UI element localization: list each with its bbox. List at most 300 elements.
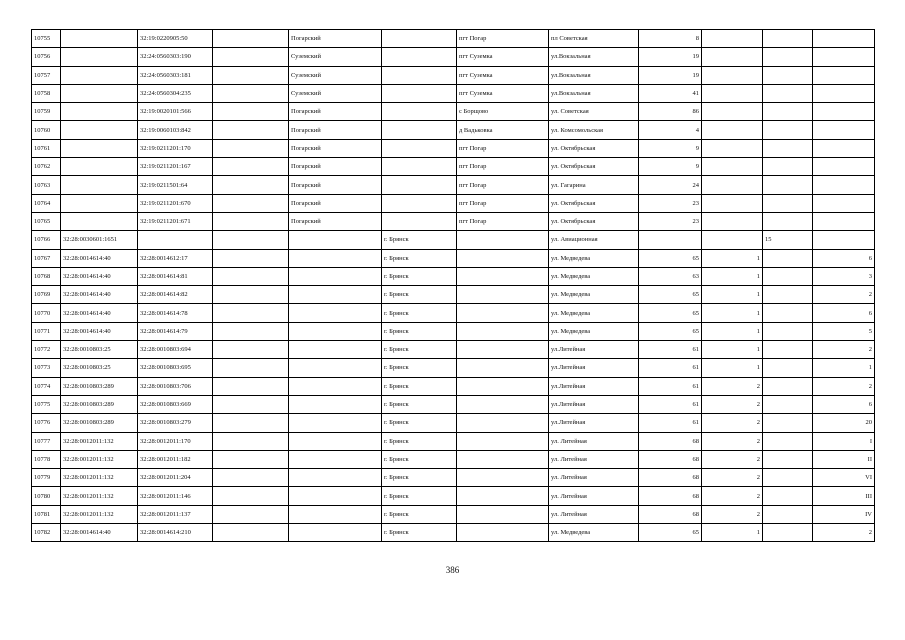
cell-parent-cadastral-number: 32:28:0010803:289	[61, 414, 138, 432]
cell-apartment-number: 5	[813, 322, 875, 340]
cell-building-number: 2	[702, 505, 763, 523]
cell-house-number: 63	[639, 267, 702, 285]
cell-plot-number	[763, 249, 813, 267]
cell-house-number: 65	[639, 524, 702, 542]
cell-house-number: 24	[639, 176, 702, 194]
cell-settlement	[457, 231, 549, 249]
cell-cadastral-number: 32:28:0014614:210	[138, 524, 213, 542]
cell-apartment-number	[813, 176, 875, 194]
cell-settlement: пгт Погар	[457, 158, 549, 176]
cell-row-number: 10768	[32, 267, 61, 285]
cell-parent-cadastral-number	[61, 48, 138, 66]
cell-blank-cell	[213, 359, 289, 377]
cell-cadastral-number: 32:19:0220905:50	[138, 30, 213, 48]
cell-district	[289, 505, 382, 523]
cell-city: г. Брянск	[382, 341, 457, 359]
table-row	[32, 84, 875, 102]
cell-plot-number	[763, 286, 813, 304]
cell-city: г. Брянск	[382, 487, 457, 505]
cell-plot-number: 15	[763, 231, 813, 249]
cell-house-number: 86	[639, 103, 702, 121]
cell-plot-number	[763, 103, 813, 121]
cell-parent-cadastral-number: 32:28:0010803:289	[61, 395, 138, 413]
cell-street: ул. Литейная	[549, 450, 639, 468]
cell-parent-cadastral-number	[61, 84, 138, 102]
cell-settlement: пгт Погар	[457, 194, 549, 212]
cell-apartment-number	[813, 30, 875, 48]
cell-house-number: 9	[639, 158, 702, 176]
cell-district: Погарский	[289, 103, 382, 121]
cell-blank-cell	[213, 304, 289, 322]
cell-house-number: 65	[639, 249, 702, 267]
cell-district	[289, 414, 382, 432]
cell-blank-cell	[213, 322, 289, 340]
cell-blank-cell	[213, 176, 289, 194]
cell-building-number	[702, 48, 763, 66]
cell-apartment-number: 1	[813, 359, 875, 377]
cell-parent-cadastral-number: 32:28:0012011:132	[61, 432, 138, 450]
cell-building-number: 1	[702, 341, 763, 359]
cell-city	[382, 121, 457, 139]
cell-district	[289, 469, 382, 487]
cell-row-number: 10778	[32, 450, 61, 468]
cell-parent-cadastral-number: 32:28:0014614:40	[61, 524, 138, 542]
cell-city: г. Брянск	[382, 359, 457, 377]
cell-apartment-number	[813, 84, 875, 102]
cell-building-number	[702, 194, 763, 212]
cell-apartment-number: III	[813, 487, 875, 505]
cell-plot-number	[763, 30, 813, 48]
cell-district	[289, 267, 382, 285]
cell-parent-cadastral-number: 32:28:0010803:289	[61, 377, 138, 395]
cell-cadastral-number: 32:28:0010803:695	[138, 359, 213, 377]
cell-apartment-number: IV	[813, 505, 875, 523]
cell-cadastral-number: 32:19:0211201:670	[138, 194, 213, 212]
cell-blank-cell	[213, 139, 289, 157]
cell-district	[289, 377, 382, 395]
cell-settlement: пгт Погар	[457, 30, 549, 48]
cell-blank-cell	[213, 231, 289, 249]
cell-settlement	[457, 359, 549, 377]
cell-cadastral-number: 32:19:0211201:167	[138, 158, 213, 176]
cell-city	[382, 48, 457, 66]
cell-plot-number	[763, 158, 813, 176]
table-row	[32, 212, 875, 230]
cell-district: Погарский	[289, 176, 382, 194]
cell-apartment-number: 20	[813, 414, 875, 432]
table-row	[32, 158, 875, 176]
cell-building-number: 1	[702, 359, 763, 377]
table-row	[32, 194, 875, 212]
cell-cadastral-number: 32:28:0012011:170	[138, 432, 213, 450]
cell-cadastral-number: 32:28:0012011:182	[138, 450, 213, 468]
cell-blank-cell	[213, 30, 289, 48]
cell-parent-cadastral-number	[61, 212, 138, 230]
cell-row-number: 10756	[32, 48, 61, 66]
cell-apartment-number: 3	[813, 267, 875, 285]
cell-blank-cell	[213, 48, 289, 66]
cell-settlement	[457, 487, 549, 505]
cell-cadastral-number: 32:28:0014614:81	[138, 267, 213, 285]
cell-plot-number	[763, 450, 813, 468]
cell-district: Суземский	[289, 66, 382, 84]
table-row	[32, 322, 875, 340]
cell-settlement: пгт Суземка	[457, 48, 549, 66]
cell-cadastral-number: 32:19:0020101:566	[138, 103, 213, 121]
cell-cadastral-number: 32:19:0211201:170	[138, 139, 213, 157]
cell-apartment-number	[813, 48, 875, 66]
cell-district	[289, 249, 382, 267]
cell-settlement: с Борщово	[457, 103, 549, 121]
cell-blank-cell	[213, 194, 289, 212]
cell-parent-cadastral-number: 32:28:0010803:25	[61, 359, 138, 377]
cell-house-number: 68	[639, 432, 702, 450]
cell-building-number: 2	[702, 450, 763, 468]
cell-district	[289, 487, 382, 505]
cell-blank-cell	[213, 341, 289, 359]
cell-house-number: 61	[639, 414, 702, 432]
cell-street: ул. Медведева	[549, 267, 639, 285]
cell-building-number: 2	[702, 377, 763, 395]
table-row	[32, 450, 875, 468]
cell-apartment-number: VI	[813, 469, 875, 487]
table-row	[32, 304, 875, 322]
cell-district: Погарский	[289, 194, 382, 212]
cell-building-number: 2	[702, 414, 763, 432]
cell-apartment-number	[813, 231, 875, 249]
cell-blank-cell	[213, 121, 289, 139]
table-row	[32, 48, 875, 66]
cell-city	[382, 66, 457, 84]
cell-building-number: 1	[702, 286, 763, 304]
cell-settlement: пгт Погар	[457, 176, 549, 194]
cell-row-number: 10781	[32, 505, 61, 523]
cell-parent-cadastral-number	[61, 66, 138, 84]
cell-plot-number	[763, 414, 813, 432]
cell-district: Погарский	[289, 139, 382, 157]
cell-apartment-number	[813, 212, 875, 230]
cell-settlement	[457, 505, 549, 523]
cell-street: ул. Медведева	[549, 249, 639, 267]
cell-plot-number	[763, 395, 813, 413]
cell-house-number: 19	[639, 48, 702, 66]
cell-row-number: 10771	[32, 322, 61, 340]
cell-parent-cadastral-number: 32:28:0014614:40	[61, 267, 138, 285]
cell-settlement	[457, 524, 549, 542]
cell-street: ул.Литейная	[549, 395, 639, 413]
cell-district	[289, 231, 382, 249]
cell-plot-number	[763, 84, 813, 102]
cell-plot-number	[763, 176, 813, 194]
cell-house-number: 23	[639, 194, 702, 212]
cell-house-number: 4	[639, 121, 702, 139]
cell-blank-cell	[213, 524, 289, 542]
cell-settlement	[457, 322, 549, 340]
cell-blank-cell	[213, 66, 289, 84]
cell-city: г. Брянск	[382, 524, 457, 542]
cell-house-number: 19	[639, 66, 702, 84]
cell-street: ул. Гагарина	[549, 176, 639, 194]
cell-district	[289, 286, 382, 304]
cell-building-number	[702, 139, 763, 157]
cell-row-number: 10775	[32, 395, 61, 413]
cell-cadastral-number: 32:28:0012011:137	[138, 505, 213, 523]
cell-apartment-number: 6	[813, 304, 875, 322]
page-number: 386	[445, 565, 460, 575]
cell-blank-cell	[213, 469, 289, 487]
cell-row-number: 10774	[32, 377, 61, 395]
cell-city	[382, 84, 457, 102]
table-row	[32, 121, 875, 139]
cell-district	[289, 322, 382, 340]
cell-row-number: 10760	[32, 121, 61, 139]
cell-blank-cell	[213, 103, 289, 121]
cell-apartment-number	[813, 66, 875, 84]
cell-city	[382, 30, 457, 48]
cell-city: г. Брянск	[382, 414, 457, 432]
cell-parent-cadastral-number	[61, 139, 138, 157]
cell-apartment-number: 6	[813, 395, 875, 413]
cell-building-number: 2	[702, 487, 763, 505]
cell-parent-cadastral-number	[61, 176, 138, 194]
cell-settlement: пгт Суземка	[457, 66, 549, 84]
cell-settlement	[457, 286, 549, 304]
table-row	[32, 30, 875, 48]
cell-building-number	[702, 121, 763, 139]
cell-parent-cadastral-number	[61, 30, 138, 48]
cell-parent-cadastral-number: 32:28:0014614:40	[61, 286, 138, 304]
table-row	[32, 414, 875, 432]
cell-district: Суземский	[289, 48, 382, 66]
cell-street: ул. Октябрьская	[549, 158, 639, 176]
cell-building-number	[702, 176, 763, 194]
cell-blank-cell	[213, 487, 289, 505]
cell-plot-number	[763, 304, 813, 322]
cell-parent-cadastral-number: 32:28:0014614:40	[61, 249, 138, 267]
table-row	[32, 139, 875, 157]
cell-apartment-number: 2	[813, 341, 875, 359]
cell-plot-number	[763, 377, 813, 395]
cell-building-number	[702, 158, 763, 176]
table-row	[32, 66, 875, 84]
cell-apartment-number	[813, 121, 875, 139]
cell-row-number: 10769	[32, 286, 61, 304]
cell-cadastral-number: 32:28:0010803:706	[138, 377, 213, 395]
table-row	[32, 341, 875, 359]
cell-street: ул.Вокзальная	[549, 48, 639, 66]
cell-parent-cadastral-number: 32:28:0012011:132	[61, 469, 138, 487]
cell-apartment-number: 2	[813, 524, 875, 542]
cell-cadastral-number: 32:28:0010803:694	[138, 341, 213, 359]
cell-settlement	[457, 341, 549, 359]
cell-row-number: 10782	[32, 524, 61, 542]
cell-cadastral-number: 32:24:0560303:181	[138, 66, 213, 84]
cell-blank-cell	[213, 377, 289, 395]
cell-settlement	[457, 450, 549, 468]
cell-city: г. Брянск	[382, 505, 457, 523]
cell-city: г. Брянск	[382, 231, 457, 249]
cell-row-number: 10765	[32, 212, 61, 230]
cell-street: ул. Октябрьская	[549, 139, 639, 157]
cell-city	[382, 139, 457, 157]
cell-parent-cadastral-number: 32:28:0014614:40	[61, 304, 138, 322]
cell-house-number: 41	[639, 84, 702, 102]
cell-row-number: 10758	[32, 84, 61, 102]
cell-apartment-number	[813, 194, 875, 212]
cell-blank-cell	[213, 414, 289, 432]
cell-house-number: 68	[639, 487, 702, 505]
cell-district	[289, 359, 382, 377]
cell-cadastral-number: 32:28:0012011:146	[138, 487, 213, 505]
cell-row-number: 10767	[32, 249, 61, 267]
cell-settlement	[457, 267, 549, 285]
cell-street: ул. Литейная	[549, 487, 639, 505]
table-row	[32, 469, 875, 487]
table-row	[32, 249, 875, 267]
cell-plot-number	[763, 322, 813, 340]
table-row	[32, 432, 875, 450]
cell-building-number: 1	[702, 524, 763, 542]
cell-settlement	[457, 469, 549, 487]
table-row	[32, 286, 875, 304]
cell-building-number	[702, 103, 763, 121]
cell-row-number: 10763	[32, 176, 61, 194]
cell-building-number	[702, 212, 763, 230]
table-row	[32, 103, 875, 121]
cell-city	[382, 176, 457, 194]
cell-settlement	[457, 304, 549, 322]
cell-district	[289, 304, 382, 322]
cell-street: ул.Вокзальная	[549, 84, 639, 102]
cell-cadastral-number: 32:19:0060103:842	[138, 121, 213, 139]
cell-city: г. Брянск	[382, 395, 457, 413]
cell-city: г. Брянск	[382, 377, 457, 395]
cell-street: ул. Медведева	[549, 304, 639, 322]
cell-district: Погарский	[289, 121, 382, 139]
cell-district	[289, 450, 382, 468]
cell-row-number: 10759	[32, 103, 61, 121]
cell-plot-number	[763, 359, 813, 377]
cell-settlement	[457, 377, 549, 395]
cell-cadastral-number: 32:28:0012011:204	[138, 469, 213, 487]
cell-row-number: 10757	[32, 66, 61, 84]
cell-settlement: пгт Погар	[457, 139, 549, 157]
cell-plot-number	[763, 341, 813, 359]
cell-apartment-number	[813, 158, 875, 176]
cell-blank-cell	[213, 505, 289, 523]
cell-building-number: 1	[702, 322, 763, 340]
cell-blank-cell	[213, 432, 289, 450]
table-row	[32, 176, 875, 194]
table-row	[32, 505, 875, 523]
cell-district	[289, 341, 382, 359]
cell-plot-number	[763, 48, 813, 66]
cell-street: ул. Медведева	[549, 322, 639, 340]
cell-street: ул. Литейная	[549, 505, 639, 523]
cell-street: ул. Авиационная	[549, 231, 639, 249]
cell-settlement	[457, 414, 549, 432]
cell-plot-number	[763, 487, 813, 505]
cell-house-number: 68	[639, 505, 702, 523]
cell-city	[382, 158, 457, 176]
table-row	[32, 231, 875, 249]
table-row	[32, 267, 875, 285]
cell-city: г. Брянск	[382, 286, 457, 304]
cell-building-number: 2	[702, 432, 763, 450]
cell-street: ул. Комсомольская	[549, 121, 639, 139]
cell-parent-cadastral-number	[61, 194, 138, 212]
table-row	[32, 395, 875, 413]
cell-cadastral-number: 32:24:0560304:235	[138, 84, 213, 102]
cell-cadastral-number: 32:28:0014614:82	[138, 286, 213, 304]
cell-row-number: 10764	[32, 194, 61, 212]
cell-settlement: д Вадьковка	[457, 121, 549, 139]
cell-house-number: 61	[639, 395, 702, 413]
cell-house-number: 23	[639, 212, 702, 230]
cell-blank-cell	[213, 212, 289, 230]
cell-row-number: 10762	[32, 158, 61, 176]
cell-district: Погарский	[289, 212, 382, 230]
cell-cadastral-number: 32:28:0010803:669	[138, 395, 213, 413]
cell-district: Погарский	[289, 30, 382, 48]
cell-plot-number	[763, 139, 813, 157]
cell-street: ул.Вокзальная	[549, 66, 639, 84]
cell-city	[382, 103, 457, 121]
cell-parent-cadastral-number: 32:28:0010803:25	[61, 341, 138, 359]
cell-plot-number	[763, 194, 813, 212]
cell-street: ул. Медведева	[549, 286, 639, 304]
cell-plot-number	[763, 212, 813, 230]
cell-street: ул.Литейная	[549, 341, 639, 359]
cell-parent-cadastral-number: 32:28:0012011:132	[61, 505, 138, 523]
cell-street: ул.Литейная	[549, 359, 639, 377]
cell-house-number: 61	[639, 359, 702, 377]
cell-parent-cadastral-number: 32:28:0012011:132	[61, 487, 138, 505]
cell-plot-number	[763, 267, 813, 285]
table-row	[32, 524, 875, 542]
cell-settlement: пгт Погар	[457, 212, 549, 230]
cell-parent-cadastral-number: 32:28:0012011:132	[61, 450, 138, 468]
cell-apartment-number	[813, 103, 875, 121]
cell-settlement: пгт Суземка	[457, 84, 549, 102]
cell-street: ул. Медведева	[549, 524, 639, 542]
cell-cadastral-number: 32:24:0560303:190	[138, 48, 213, 66]
cell-settlement	[457, 432, 549, 450]
cell-row-number: 10755	[32, 30, 61, 48]
cell-blank-cell	[213, 267, 289, 285]
cell-parent-cadastral-number	[61, 103, 138, 121]
cell-row-number: 10761	[32, 139, 61, 157]
cell-row-number: 10773	[32, 359, 61, 377]
cell-house-number: 9	[639, 139, 702, 157]
cell-plot-number	[763, 524, 813, 542]
table-row	[32, 377, 875, 395]
cell-street: ул. Литейная	[549, 469, 639, 487]
cell-city: г. Брянск	[382, 322, 457, 340]
table-body	[32, 30, 875, 542]
cell-row-number: 10779	[32, 469, 61, 487]
cell-blank-cell	[213, 286, 289, 304]
cell-street: пл Советская	[549, 30, 639, 48]
cell-row-number: 10766	[32, 231, 61, 249]
cell-house-number: 68	[639, 450, 702, 468]
table-row	[32, 487, 875, 505]
cell-street: ул.Литейная	[549, 414, 639, 432]
cell-house-number: 61	[639, 377, 702, 395]
cell-building-number	[702, 84, 763, 102]
cell-blank-cell	[213, 249, 289, 267]
cell-row-number: 10772	[32, 341, 61, 359]
